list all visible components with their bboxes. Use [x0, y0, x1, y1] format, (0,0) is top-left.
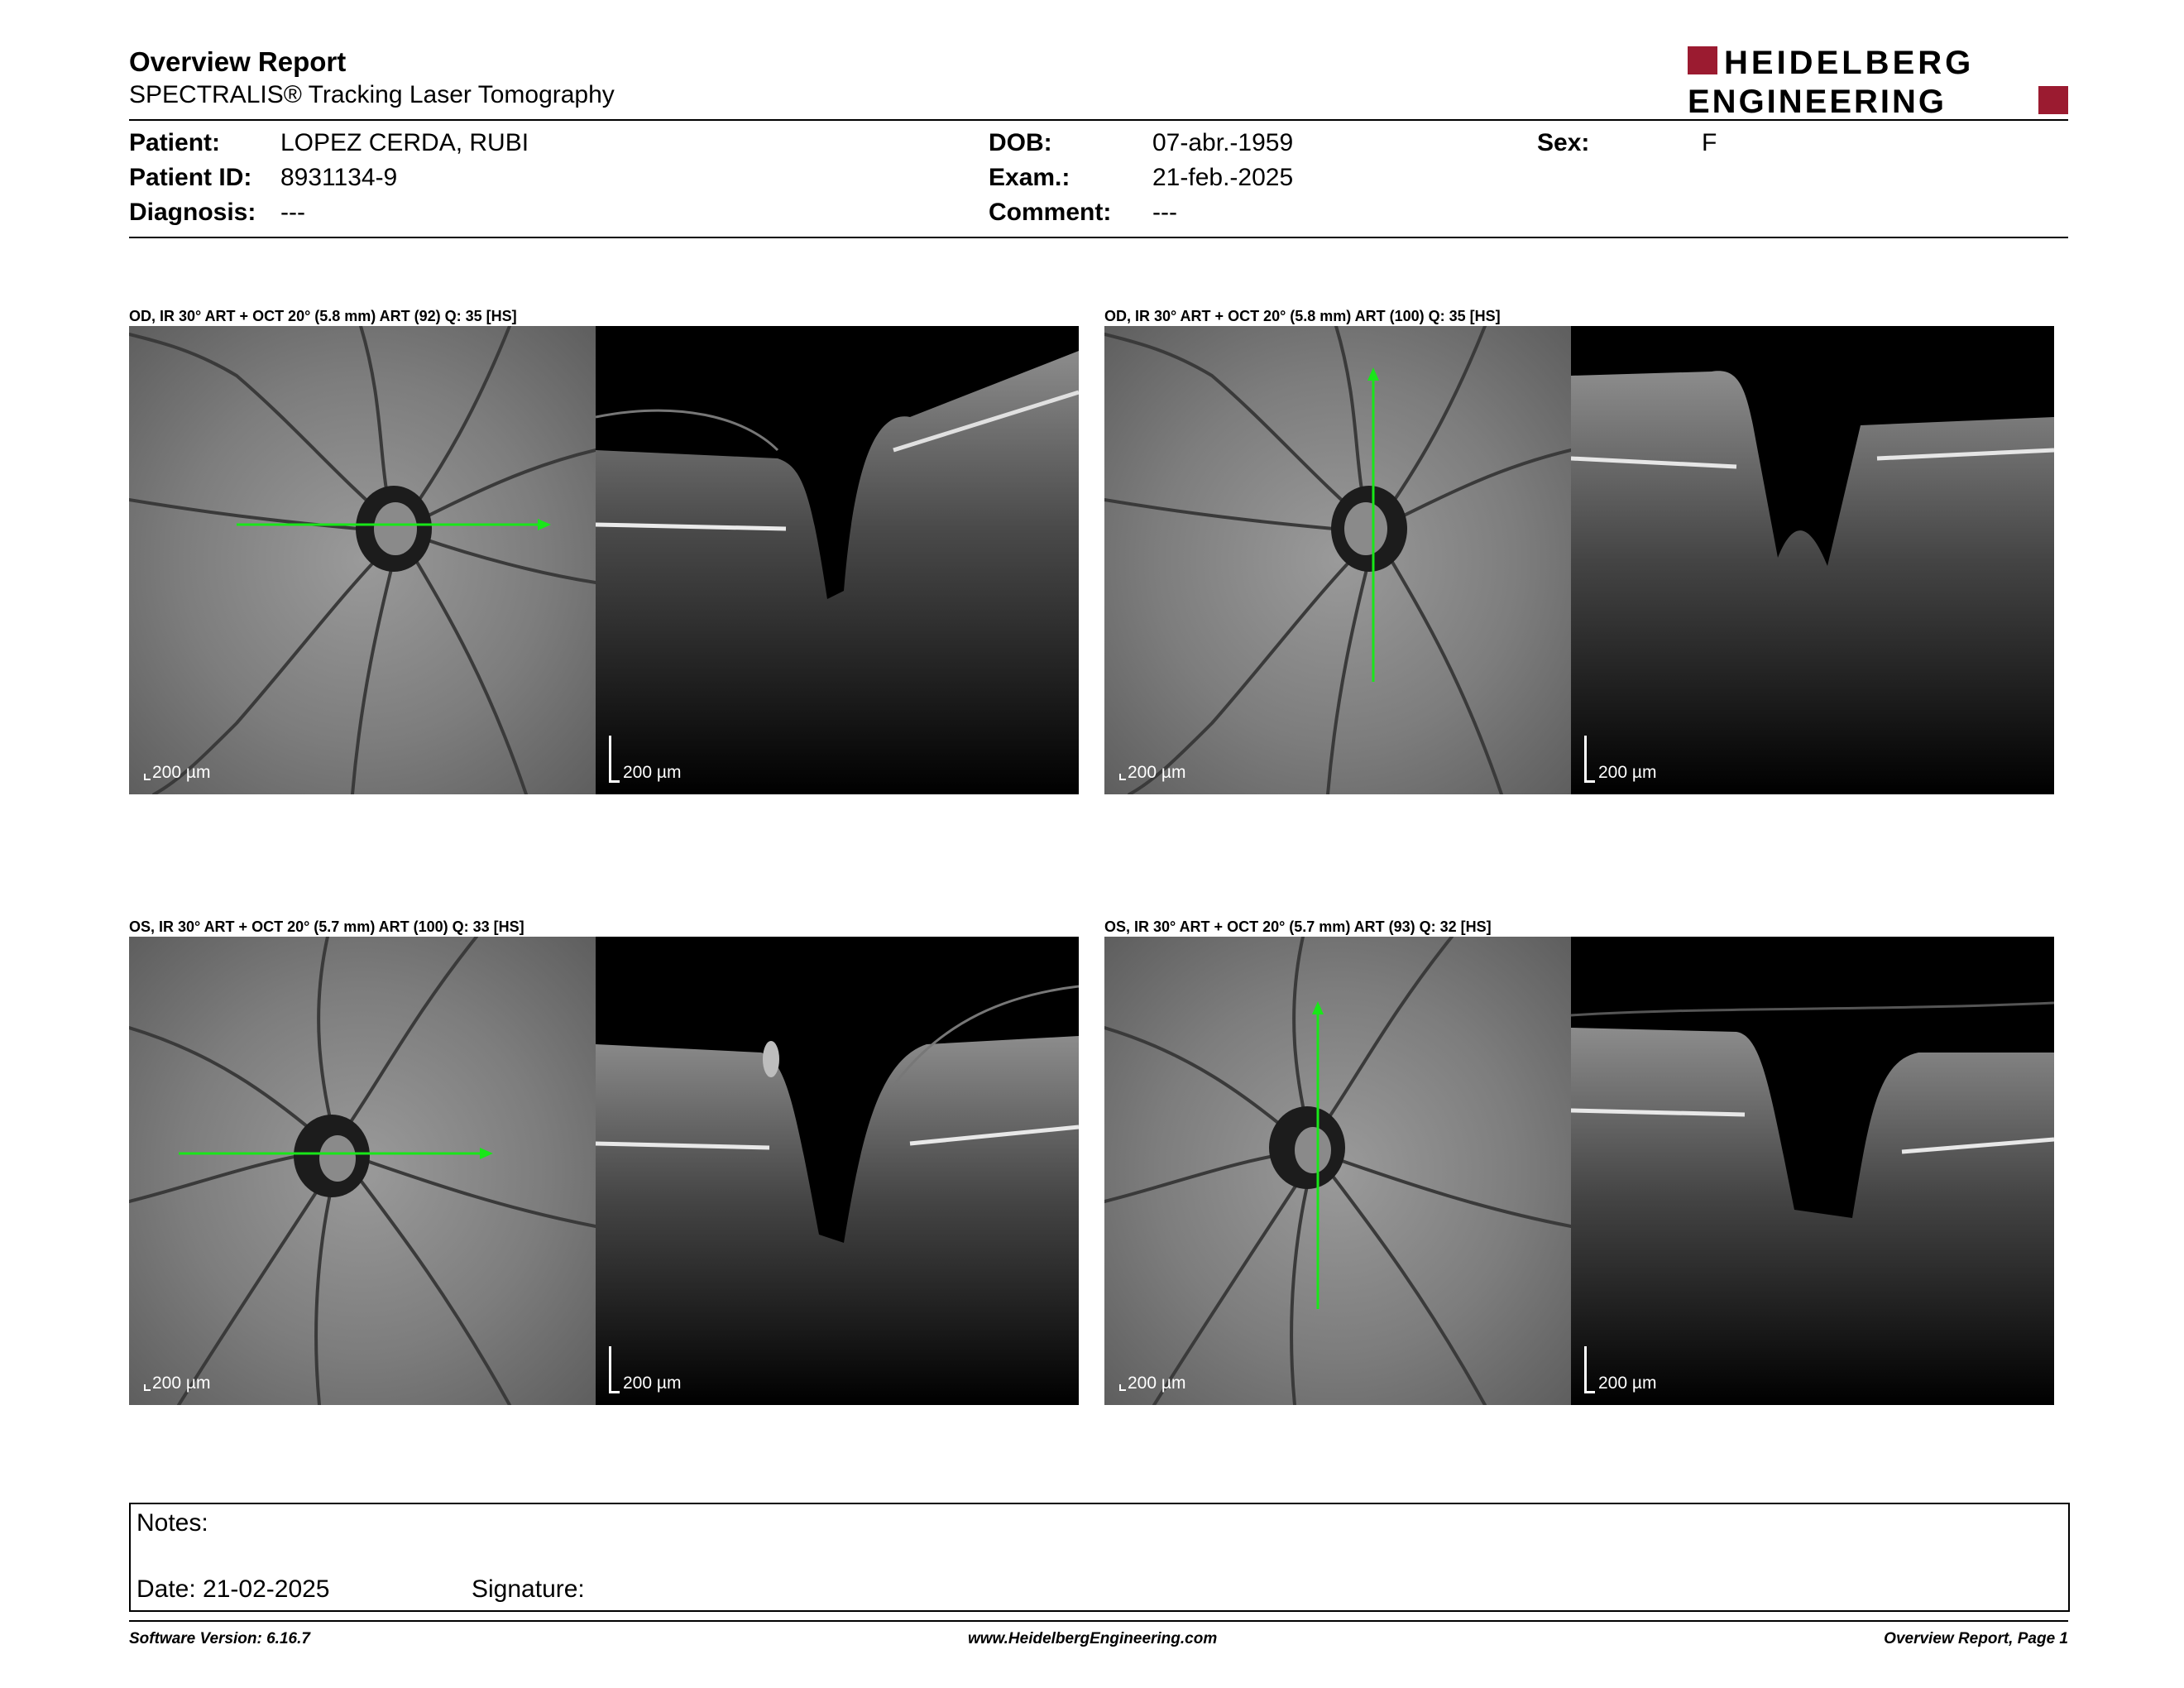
fundus-scale-bar: 200 µm	[144, 1374, 210, 1393]
patient-name: LOPEZ CERDA, RUBI	[280, 129, 529, 156]
dob-label: DOB:	[989, 129, 1052, 156]
scan-title-4: OS, IR 30° ART + OCT 20° (5.7 mm) ART (93) Q: 32 [HS]	[1104, 918, 1492, 935]
fundus-image	[129, 326, 596, 794]
footer-rule	[129, 1620, 2068, 1622]
exam-label: Exam.:	[989, 164, 1070, 191]
oct-bscan-image	[1571, 326, 2054, 794]
scan-panel-1	[129, 326, 1079, 794]
dob-value: 07-abr.-1959	[1152, 129, 1294, 156]
website-link[interactable]: www.HeidelbergEngineering.com	[968, 1630, 1218, 1647]
report-title: Overview Report	[129, 46, 347, 77]
page-number: Overview Report, Page 1	[1884, 1630, 2068, 1647]
scan-panel-2	[1104, 326, 2054, 794]
notes-box	[129, 1503, 2070, 1612]
oct-scale-bar: 200 µm	[609, 736, 681, 783]
oct-scale-bar: 200 µm	[1584, 1346, 1656, 1393]
oct-scale-bar: 200 µm	[1584, 736, 1656, 783]
fundus-image	[1104, 937, 1571, 1405]
fundus-image	[129, 937, 596, 1405]
sex-value: F	[1702, 129, 1717, 156]
patient-label: Patient:	[129, 129, 221, 156]
software-version: Software Version: 6.16.7	[129, 1630, 310, 1647]
logo-text-line2: ENGINEERING	[1688, 84, 1947, 116]
scan-title-2: OD, IR 30° ART + OCT 20° (5.8 mm) ART (100) Q: 35 [HS]	[1104, 308, 1501, 324]
logo-square-bottom	[2038, 86, 2068, 114]
sex-label: Sex:	[1537, 129, 1590, 156]
date-label: Date: 21-02-2025	[136, 1575, 330, 1603]
signature-label: Signature:	[472, 1575, 585, 1603]
oct-bscan-image	[596, 937, 1079, 1405]
logo-square-top	[1688, 46, 1717, 74]
scan-title-1: OD, IR 30° ART + OCT 20° (5.8 mm) ART (92) Q: 35 [HS]	[129, 308, 517, 324]
notes-label: Notes:	[136, 1509, 208, 1537]
oct-scale-bar: 200 µm	[609, 1346, 681, 1393]
fundus-scale-bar: 200 µm	[144, 763, 210, 783]
scan-panel-3	[129, 937, 1079, 1405]
header-rule	[129, 119, 2068, 121]
patient-id-label: Patient ID:	[129, 164, 252, 191]
diagnosis-label: Diagnosis:	[129, 199, 256, 226]
fundus-scale-bar: 200 µm	[1119, 763, 1185, 783]
comment-label: Comment:	[989, 199, 1112, 226]
heidelberg-logo	[1688, 46, 2068, 116]
oct-bscan-image	[1571, 937, 2054, 1405]
oct-bscan-image	[596, 326, 1079, 794]
logo-text-line1: HEIDELBERG	[1724, 46, 1975, 81]
patient-id: 8931134-9	[280, 164, 398, 191]
report-subtitle: SPECTRALIS® Tracking Laser Tomography	[129, 81, 615, 108]
comment-value: ---	[1152, 199, 1177, 226]
scan-panel-4	[1104, 937, 2054, 1405]
fundus-scale-bar: 200 µm	[1119, 1374, 1185, 1393]
scan-title-3: OS, IR 30° ART + OCT 20° (5.7 mm) ART (100) Q: 33 [HS]	[129, 918, 524, 935]
fundus-image	[1104, 326, 1571, 794]
exam-value: 21-feb.-2025	[1152, 164, 1294, 191]
patient-rule	[129, 237, 2068, 238]
diagnosis-value: ---	[280, 199, 305, 226]
